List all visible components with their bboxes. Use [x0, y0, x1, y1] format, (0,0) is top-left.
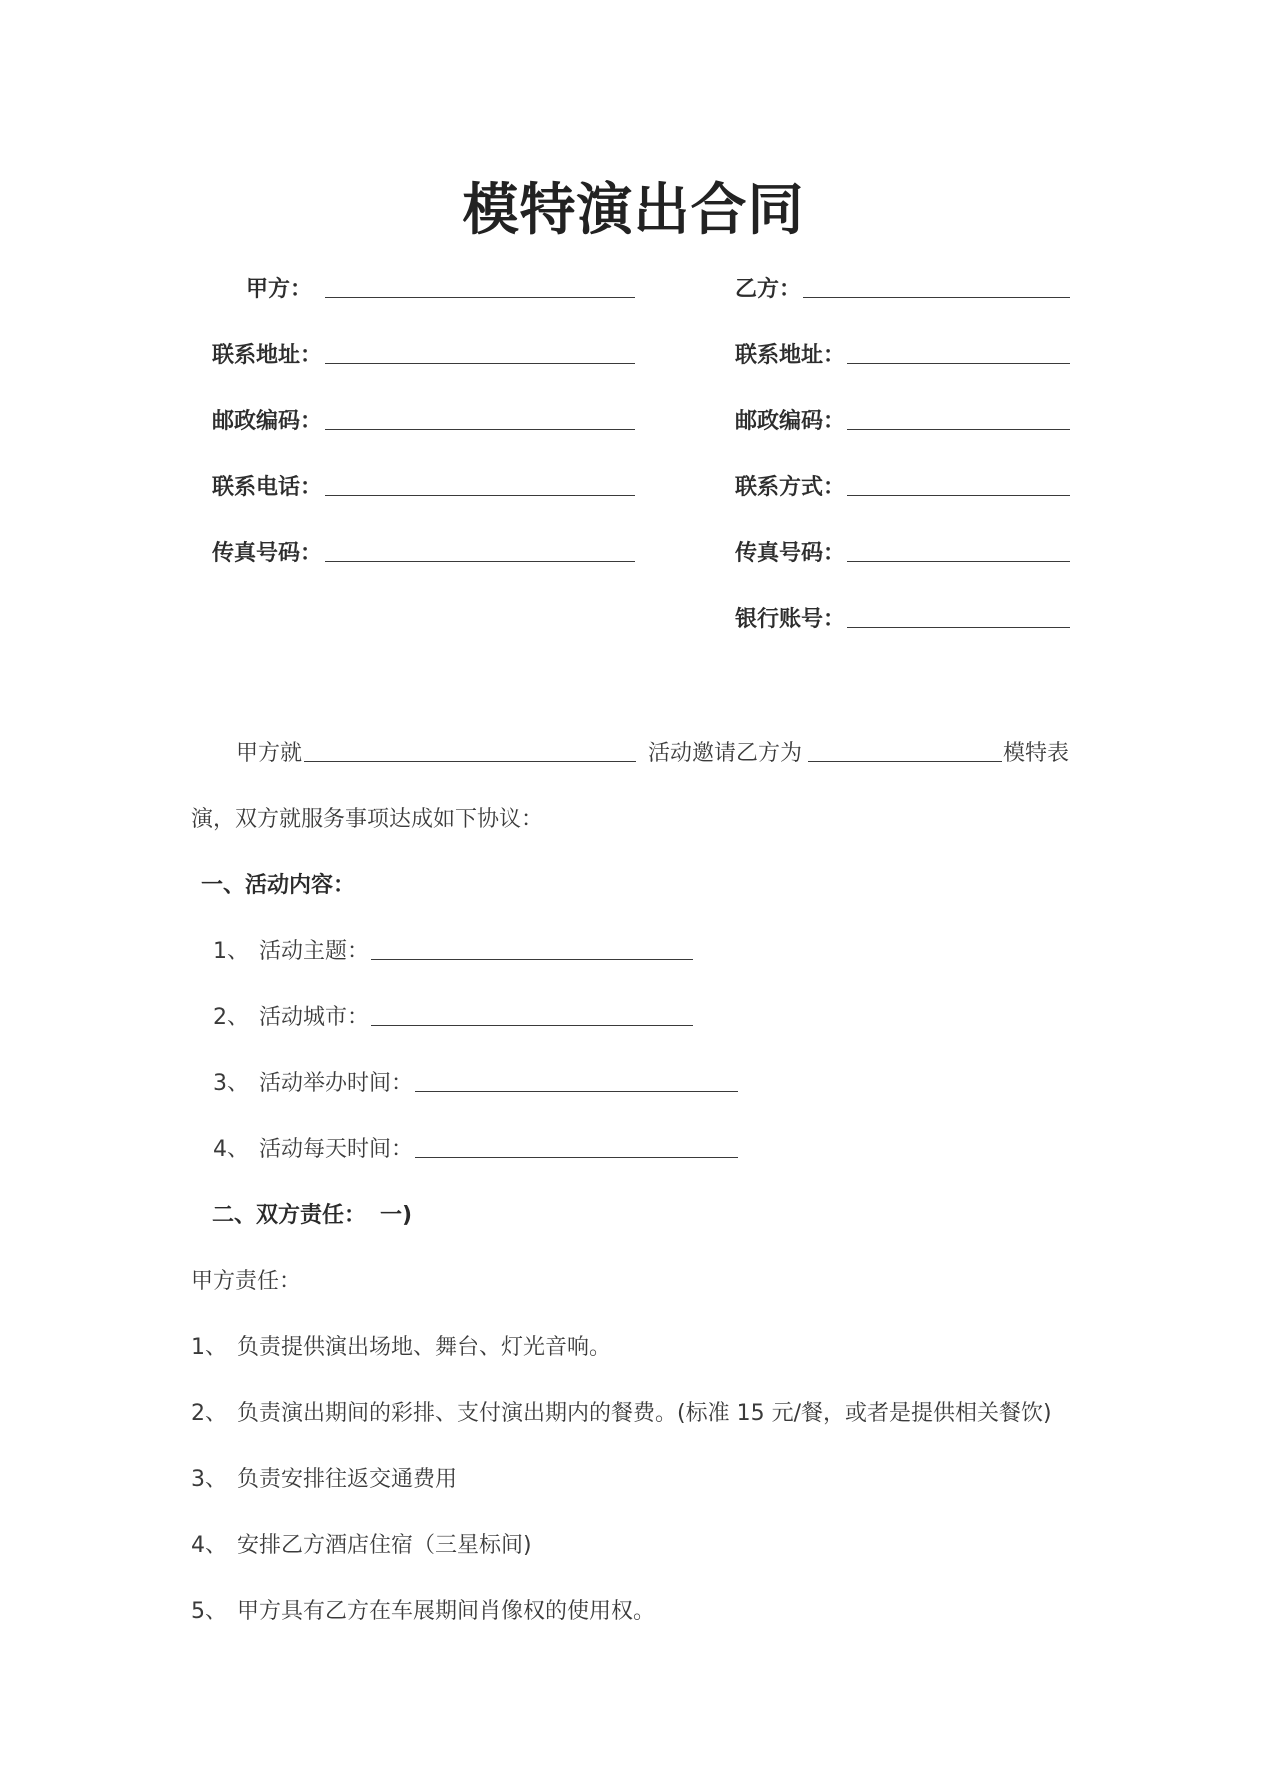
- party-b-label: 乙方：: [735, 277, 802, 302]
- section1-item4-num: 4、: [213, 1137, 249, 1162]
- duty4-text: 安排乙方酒店住宿（三星标间): [237, 1533, 532, 1558]
- party-a-postcode-blank: [325, 429, 635, 430]
- duty3-text: 负责安排往返交通费用: [237, 1467, 458, 1492]
- activity-daily-time-blank: [415, 1157, 738, 1158]
- party-a-duties-title: 甲方责任：: [191, 1269, 302, 1294]
- party-b-postcode-label: 邮政编码：: [735, 409, 846, 434]
- party-a-address-label: 联系地址：: [212, 343, 323, 368]
- intro-part2: 活动邀请乙方为: [648, 741, 803, 766]
- duty5-text: 甲方具有乙方在车展期间肖像权的使用权。: [237, 1599, 656, 1624]
- section1-item2-label: 活动城市：: [259, 1005, 370, 1030]
- party-b-bank-blank: [847, 627, 1070, 628]
- duty4-num: 4、: [191, 1533, 227, 1558]
- section1-item2-num: 2、: [213, 1005, 249, 1030]
- duty1-num: 1、: [191, 1335, 227, 1360]
- party-a-fax-label: 传真号码：: [212, 541, 323, 566]
- duty2-text: 负责演出期间的彩排、支付演出期内的餐费。(标准 15 元/餐，或者是提供相关餐饮): [237, 1401, 1052, 1426]
- party-b-bank-label: 银行账号：: [735, 607, 846, 632]
- duty3-num: 3、: [191, 1467, 227, 1492]
- party-b-name-blank: [803, 297, 1070, 298]
- party-b-fax-label: 传真号码：: [735, 541, 846, 566]
- party-a-label: 甲方：: [246, 277, 313, 302]
- intro-part3: 模特表: [1003, 741, 1070, 766]
- section1-heading: 一、活动内容：: [201, 873, 356, 898]
- party-b-fax-blank: [847, 561, 1070, 562]
- section2-sub: 一): [380, 1203, 413, 1228]
- party-a-fax-blank: [325, 561, 635, 562]
- party-a-name-blank: [325, 297, 635, 298]
- party-a-postcode-label: 邮政编码：: [212, 409, 323, 434]
- party-b-contact-label: 联系方式：: [735, 475, 846, 500]
- intro-model-blank: [808, 761, 1002, 762]
- duty5-num: 5、: [191, 1599, 227, 1624]
- section1-item3-label: 活动举办时间：: [259, 1071, 414, 1096]
- section1-item3-num: 3、: [213, 1071, 249, 1096]
- intro-part1: 甲方就: [236, 741, 303, 766]
- party-b-contact-blank: [847, 495, 1070, 496]
- duty1-text: 负责提供演出场地、舞台、灯光音响。: [237, 1335, 612, 1360]
- intro-event-blank: [304, 761, 636, 762]
- party-b-address-label: 联系地址：: [735, 343, 846, 368]
- section1-item1-num: 1、: [213, 939, 249, 964]
- document-title: 模特演出合同: [462, 178, 805, 243]
- intro-part4: 演，双方就服务事项达成如下协议：: [191, 807, 544, 832]
- party-a-address-blank: [325, 363, 635, 364]
- activity-theme-blank: [371, 959, 693, 960]
- section1-item1-label: 活动主题：: [259, 939, 370, 964]
- activity-dates-blank: [415, 1091, 738, 1092]
- party-b-address-blank: [847, 363, 1070, 364]
- duty2-num: 2、: [191, 1401, 227, 1426]
- activity-city-blank: [371, 1025, 693, 1026]
- party-a-phone-label: 联系电话：: [212, 475, 323, 500]
- party-b-postcode-blank: [847, 429, 1070, 430]
- section1-item4-label: 活动每天时间：: [259, 1137, 414, 1162]
- party-a-phone-blank: [325, 495, 635, 496]
- section2-heading: 二、双方责任：: [212, 1203, 367, 1228]
